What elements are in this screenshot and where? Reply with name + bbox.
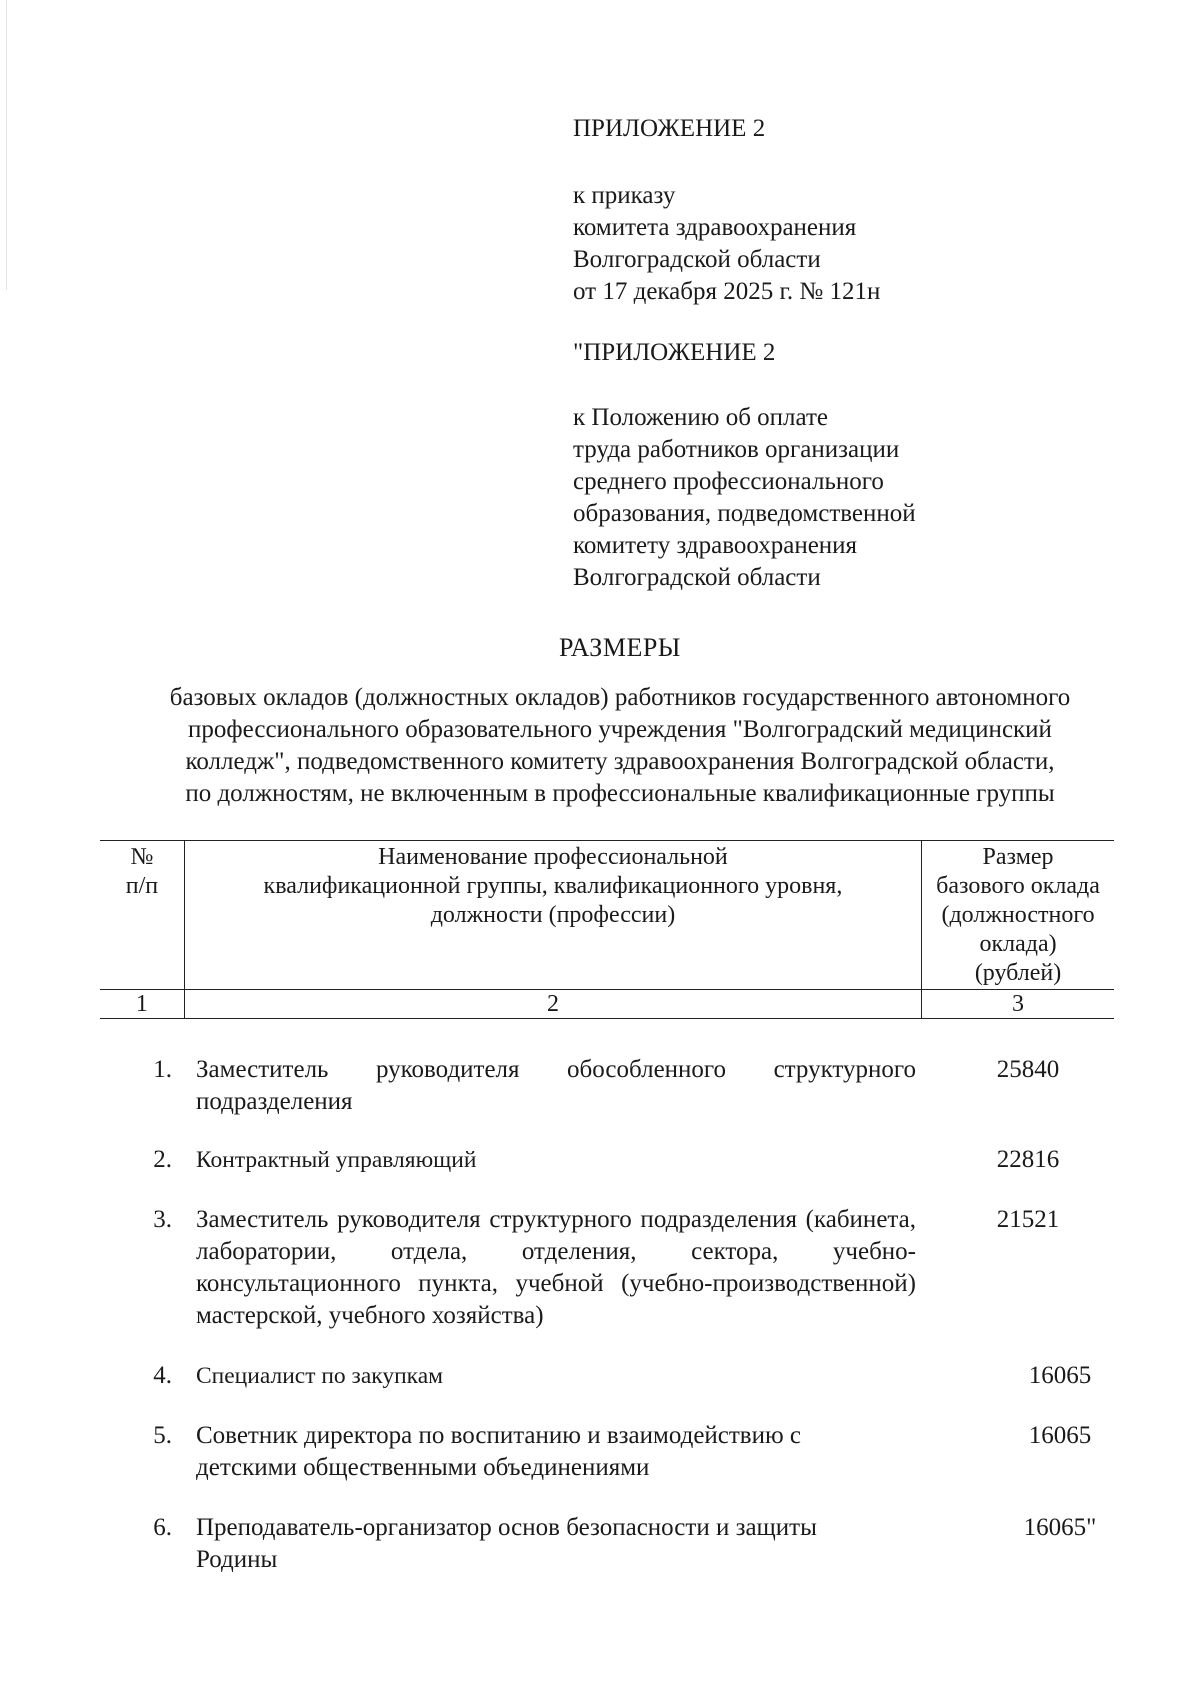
- row-number: 5.: [153, 1422, 172, 1449]
- row-salary: 21521: [996, 1206, 1060, 1233]
- row-salary: 16065": [1023, 1514, 1097, 1541]
- row-number: 1.: [153, 1056, 172, 1083]
- header-position-name: [184, 841, 921, 990]
- row-number: 4.: [153, 1362, 172, 1389]
- order-reference-line: к приказу: [573, 182, 676, 209]
- row-position-name: Контрактный управляющий: [196, 1147, 477, 1173]
- row-salary: 22816: [996, 1146, 1060, 1173]
- salary-table-header: [100, 840, 1114, 1019]
- row-salary: 25840: [996, 1056, 1060, 1083]
- row-number: 2.: [153, 1146, 172, 1173]
- row-position-name: Заместитель руководителя структурного подразделения (кабинета, лаборатории, отдела, отделения, сектора, учебно-консультационного пункта, учебной (учебно-производственной) мастерской, учебного хозяйства): [196, 1206, 916, 1329]
- row-salary: 16065: [1028, 1422, 1092, 1449]
- appendix-heading: [573, 113, 1173, 145]
- row-position-name: Специалист по закупкам: [196, 1363, 444, 1389]
- order-reference-line: от 17 декабря 2025 г. № 121н: [573, 278, 881, 305]
- header-position-name-text: Наименование профессиональной квалификационной группы, квалификационного уровня, должности (профессии): [263, 844, 843, 928]
- row-position-name: Преподаватель-организатор основ безопасности и защиты Родины: [196, 1514, 817, 1573]
- document-title: РАЗМЕРЫ: [559, 633, 681, 662]
- row-number: 3.: [153, 1206, 172, 1233]
- subtitle-line: базовых окладов (должностных окладов) работников государственного автономного: [169, 684, 1071, 711]
- header-salary-text: Размер базового оклада (должностного оклада) (рублей): [936, 844, 1100, 986]
- header-number: [100, 841, 184, 990]
- header-salary: [922, 841, 1114, 990]
- regulation-reference-line: образования, подведомственной: [573, 500, 916, 527]
- row-position-name: Заместитель руководителя обособленного структурного подразделения: [196, 1056, 916, 1115]
- subtitle-line: профессионального образовательного учреждения "Волгоградский медицинский: [188, 716, 1052, 743]
- column-number: 1: [100, 990, 184, 1019]
- scan-edge-line: [6, 0, 7, 290]
- row-position-name: Советник директора по воспитанию и взаимодействию с детскими общественными объединениями: [196, 1422, 802, 1481]
- header-number-text: № п/п: [125, 844, 159, 899]
- order-reference-line: Волгоградской области: [573, 246, 821, 273]
- order-reference: [573, 180, 1173, 308]
- subtitle-line: по должностям, не включенным в профессиональные квалификационные группы: [185, 780, 1055, 807]
- regulation-reference: [573, 402, 1173, 594]
- document-subtitle: [100, 682, 1140, 810]
- regulation-reference-line: комитету здравоохранения: [573, 532, 858, 559]
- appendix-heading-text: ПРИЛОЖЕНИЕ 2: [573, 115, 766, 142]
- appendix-heading-2-text: "ПРИЛОЖЕНИЕ 2: [573, 339, 776, 366]
- table-header-row: [100, 841, 1114, 990]
- row-number: 6.: [153, 1514, 172, 1541]
- row-salary: 16065: [1028, 1362, 1092, 1389]
- regulation-reference-line: Волгоградской области: [573, 564, 821, 591]
- regulation-reference-line: труда работников организации: [573, 436, 900, 463]
- subtitle-line: колледж", подведомственного комитету здравоохранения Волгоградской области,: [185, 748, 1055, 775]
- regulation-reference-line: к Положению об оплате: [573, 404, 828, 431]
- column-numbers-row: [100, 990, 1114, 1019]
- appendix-heading-2: [573, 337, 1173, 369]
- column-number: 3: [922, 990, 1114, 1019]
- column-number: 2: [184, 990, 921, 1019]
- order-reference-line: комитета здравоохранения: [573, 214, 857, 241]
- regulation-reference-line: среднего профессионального: [573, 468, 884, 495]
